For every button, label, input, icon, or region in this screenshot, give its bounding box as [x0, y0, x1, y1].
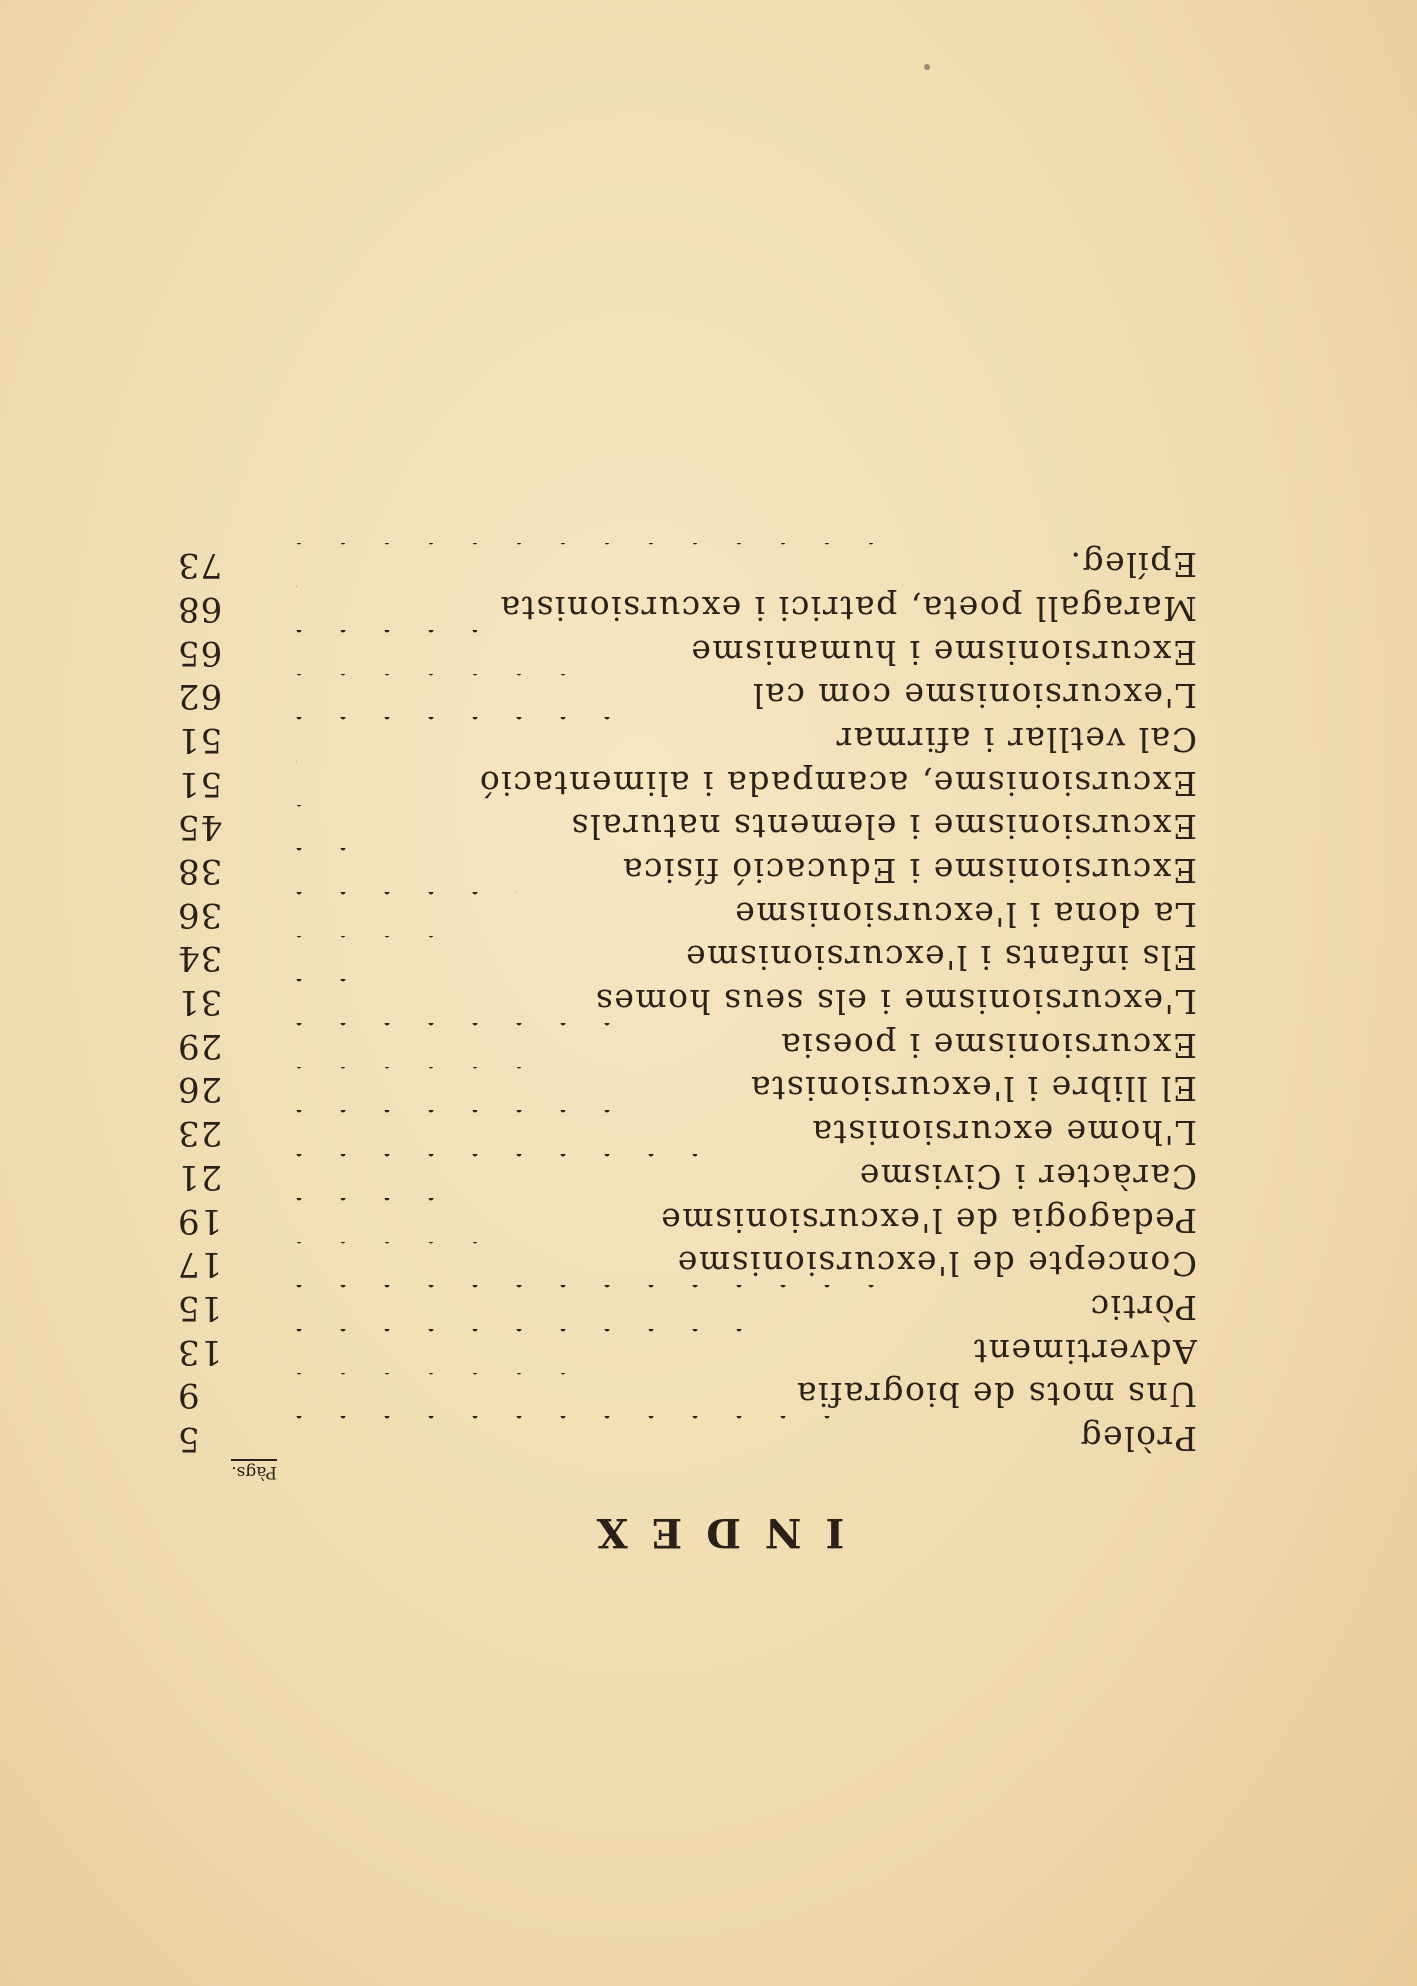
- leader-dots: [277, 805, 337, 849]
- leader-dots: [277, 1067, 557, 1111]
- toc-entry-page: 68: [177, 588, 223, 629]
- leader-dots: [277, 674, 597, 718]
- toc-entry-title: Els infants i l'excursionisme: [684, 938, 1197, 978]
- toc-entry: [0, 848, 1417, 892]
- leader-dots: [277, 1373, 577, 1417]
- toc-entry: [0, 1285, 1417, 1329]
- toc-entry: [0, 936, 1417, 980]
- toc-entry-page: 26: [177, 1069, 223, 1110]
- leader-dots: [277, 848, 377, 892]
- toc-entry-title: Pròleg: [1078, 1419, 1197, 1458]
- leader-dots: [277, 1242, 477, 1286]
- index-title: INDEX: [572, 1509, 845, 1556]
- leader-dots: [277, 630, 477, 674]
- toc-entry-title: Advertiment: [972, 1331, 1197, 1371]
- toc-entry-title: Excursionisme i humanisme: [689, 632, 1197, 672]
- leader-dots: [277, 1111, 637, 1155]
- toc-entry-title: L'excursionisme com cal: [751, 676, 1197, 716]
- toc-entry: [0, 543, 1417, 587]
- toc-entry-page: 36: [177, 894, 223, 935]
- toc-entry: [0, 1329, 1417, 1373]
- leader-dots: [277, 1023, 627, 1067]
- toc-entry-page: 17: [177, 1244, 223, 1285]
- toc-entry-page: 13: [177, 1331, 223, 1372]
- leader-dots: [277, 979, 377, 1023]
- toc-entry-title: L'home excursionista: [810, 1113, 1197, 1153]
- toc-entry-page: 29: [177, 1025, 223, 1066]
- toc-entry-title: Excursionisme i Educació física: [621, 851, 1197, 891]
- toc-entry-title: Maragall poeta, patrici i excursionista: [499, 588, 1197, 628]
- toc-entry-page: 21: [177, 1156, 223, 1197]
- toc-entry-page: 23: [177, 1113, 223, 1154]
- toc-entry-title: Excursionisme, acampada i alimentació: [478, 763, 1197, 803]
- leader-dots: [277, 936, 457, 980]
- toc-entry: [0, 1373, 1417, 1417]
- toc-entry: [0, 1154, 1417, 1198]
- table-of-contents: [0, 543, 1417, 1460]
- leader-dots: [277, 761, 297, 805]
- leader-dots: [277, 1198, 457, 1242]
- toc-entry: [0, 674, 1417, 718]
- toc-entry-title: Cal vetllar i afirmar: [835, 720, 1197, 759]
- toc-entry-title: Pòrtic: [1089, 1287, 1197, 1327]
- toc-entry-title: Epíleg.: [1069, 545, 1197, 585]
- toc-entry: [0, 586, 1417, 630]
- toc-entry: [0, 979, 1417, 1023]
- toc-entry-title: La dona i l'excursionisme: [733, 894, 1197, 934]
- toc-entry-page: 31: [177, 982, 223, 1023]
- toc-entry-page: 5: [177, 1419, 200, 1459]
- leader-dots: [277, 586, 297, 630]
- toc-entry-title: Pedagogia de l'excursionisme: [659, 1200, 1197, 1240]
- pages-column-header: Pàgs.: [231, 1459, 277, 1482]
- toc-entry-title: Excursionisme i elements naturals: [570, 807, 1197, 847]
- leader-dots: [277, 1416, 847, 1460]
- toc-entry: [0, 892, 1417, 936]
- toc-entry: [0, 1067, 1417, 1111]
- toc-entry-page: 34: [177, 938, 223, 979]
- toc-entry-title: Concepte de l'excursionisme: [676, 1244, 1197, 1284]
- toc-entry: [0, 1111, 1417, 1155]
- toc-entry-page: 45: [177, 807, 223, 848]
- leader-dots: [277, 1329, 777, 1373]
- leader-dots: [277, 717, 637, 761]
- leader-dots: [277, 1285, 897, 1329]
- toc-entry-page: 62: [177, 676, 223, 717]
- toc-entry: [0, 1242, 1417, 1286]
- toc-entry: [0, 805, 1417, 849]
- toc-entry-title: Uns mots de biografia: [795, 1375, 1197, 1415]
- toc-entry: [0, 1416, 1417, 1460]
- toc-entry: [0, 717, 1417, 761]
- toc-entry-title: Caràcter i Civisme: [858, 1156, 1197, 1196]
- toc-entry: [0, 1023, 1417, 1067]
- leader-dots: [277, 892, 517, 936]
- toc-entry-title: El llibre i l'excursionista: [749, 1069, 1197, 1109]
- toc-entry: [0, 630, 1417, 674]
- toc-entry-page: 73: [177, 545, 223, 586]
- paper-speck: [924, 64, 930, 70]
- toc-entry: [0, 761, 1417, 805]
- toc-entry-title: Excursionisme i poesia: [779, 1025, 1197, 1065]
- toc-entry-page: 65: [177, 632, 223, 673]
- toc-entry-page: 15: [177, 1287, 223, 1328]
- leader-dots: [277, 543, 897, 587]
- toc-entry-page: 38: [177, 851, 223, 892]
- leader-dots: [277, 1154, 697, 1198]
- toc-entry-page: 19: [177, 1200, 223, 1241]
- toc-entry: [0, 1198, 1417, 1242]
- toc-entry-page: 51: [177, 763, 223, 804]
- toc-entry-page: 51: [177, 720, 223, 760]
- toc-entry-title: L'excursionisme i els seus homes: [594, 982, 1197, 1022]
- toc-entry-page: 9: [177, 1375, 200, 1416]
